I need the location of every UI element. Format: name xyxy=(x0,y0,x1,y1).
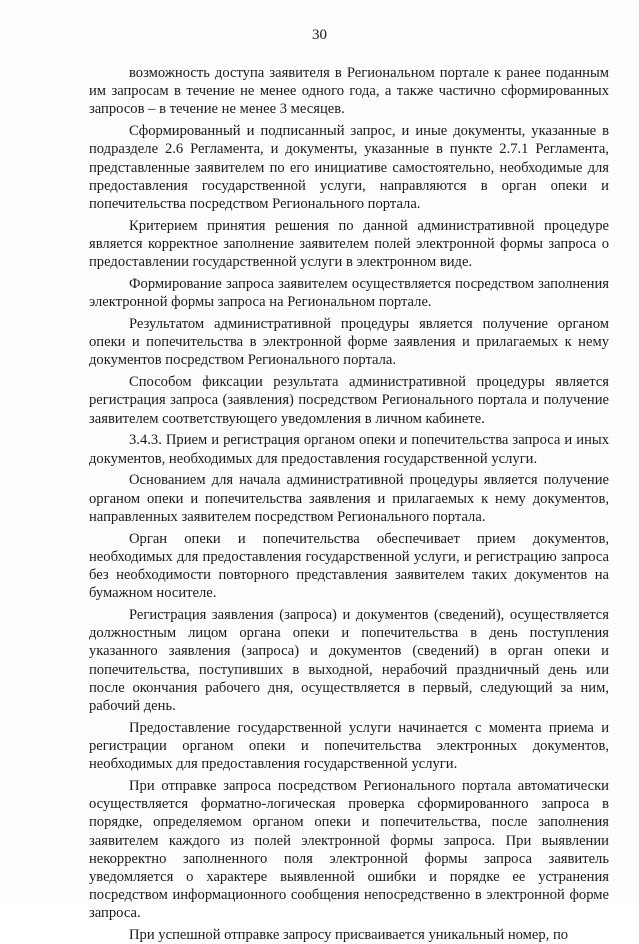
section-heading-3-4-3: 3.4.3. Прием и регистрация органом опеки и попечительства запроса и иных документов, необходимых для предоставления государственной услуги. xyxy=(89,432,609,467)
page-number: 30 xyxy=(312,27,327,43)
paragraph: При отправке запроса посредством Регионального портала автоматически осуществляется форматно-логическая проверка сформированного запроса в порядке, определяемом органом опеки и попечительства, после заполнения заявителем каждого из полей электронной формы запроса. При выявлении некорректно заполненного поля электронной формы запроса заявитель уведомляется о характере выявленной ошибки и порядке ее устранения посредством информационного сообщения непосредственно в электронной форме запроса. xyxy=(89,778,609,922)
paragraph: Способом фиксации результата административной процедуры является регистрация запроса (заявления) посредством Регионального портала и получение заявителем соответствующего уведомления в личном кабинете. xyxy=(89,374,609,427)
paragraph: Критерием принятия решения по данной административной процедуре является корректное заполнение заявителем полей электронной формы запроса о предоставлении государственной услуги в электронном виде. xyxy=(89,217,609,271)
body-text xyxy=(89,64,609,944)
paragraph-truncated: При успешной отправке запросу присваивается уникальный номер, по xyxy=(129,927,569,944)
paragraph: Результатом административной процедуры является получение органом опеки и попечительства в электронной форме заявления и прилагаемых к нему документов посредством Регионального портала. xyxy=(89,316,609,369)
paragraph-continuation: возможность доступа заявителя в Региональном портале к ранее поданным им запросам в течение не менее одного года, а также частично сформированных запросов – в течение не менее 3 месяцев. xyxy=(89,65,609,118)
paragraph: Основанием для начала административной процедуры является получение органом опеки и попечительства заявления и прилагаемых к нему документов, направленных заявителем посредством Регионального портала. xyxy=(89,472,609,525)
paragraph: Формирование запроса заявителем осуществляется посредством заполнения электронной формы запроса на Региональном портале. xyxy=(89,276,609,311)
paragraph: Сформированный и подписанный запрос, и иные документы, указанные в подразделе 2.6 Регламента, и документы, указанные в пункте 2.7.1 Регламента, представленные заявителем по его инициативе самостоятельно, необходимые для предоставления государственной услуги, направляются в орган опеки и попечительства посредством Регионального портала. xyxy=(89,123,609,213)
paragraph: Орган опеки и попечительства обеспечивает прием документов, необходимых для предоставления государственной услуги, и регистрацию запроса без необходимости повторного представления заявителем таких документов на бумажном носителе. xyxy=(89,530,609,602)
paragraph: Предоставление государственной услуги начинается с момента приема и регистрации органом опеки и попечительства электронных документов, необходимых для предоставления государственной услуги. xyxy=(89,719,609,773)
paragraph: Регистрация заявления (запроса) и документов (сведений), осуществляется должностным лицом органа опеки и попечительства в день поступления указанного заявления (запроса) и документов (сведений) в орган опеки и попечительства, поступивших в выходной, нерабочий праздничный день или после окончания рабочего дня, осуществляется в первый, следующий за ним, рабочий день. xyxy=(89,607,609,715)
